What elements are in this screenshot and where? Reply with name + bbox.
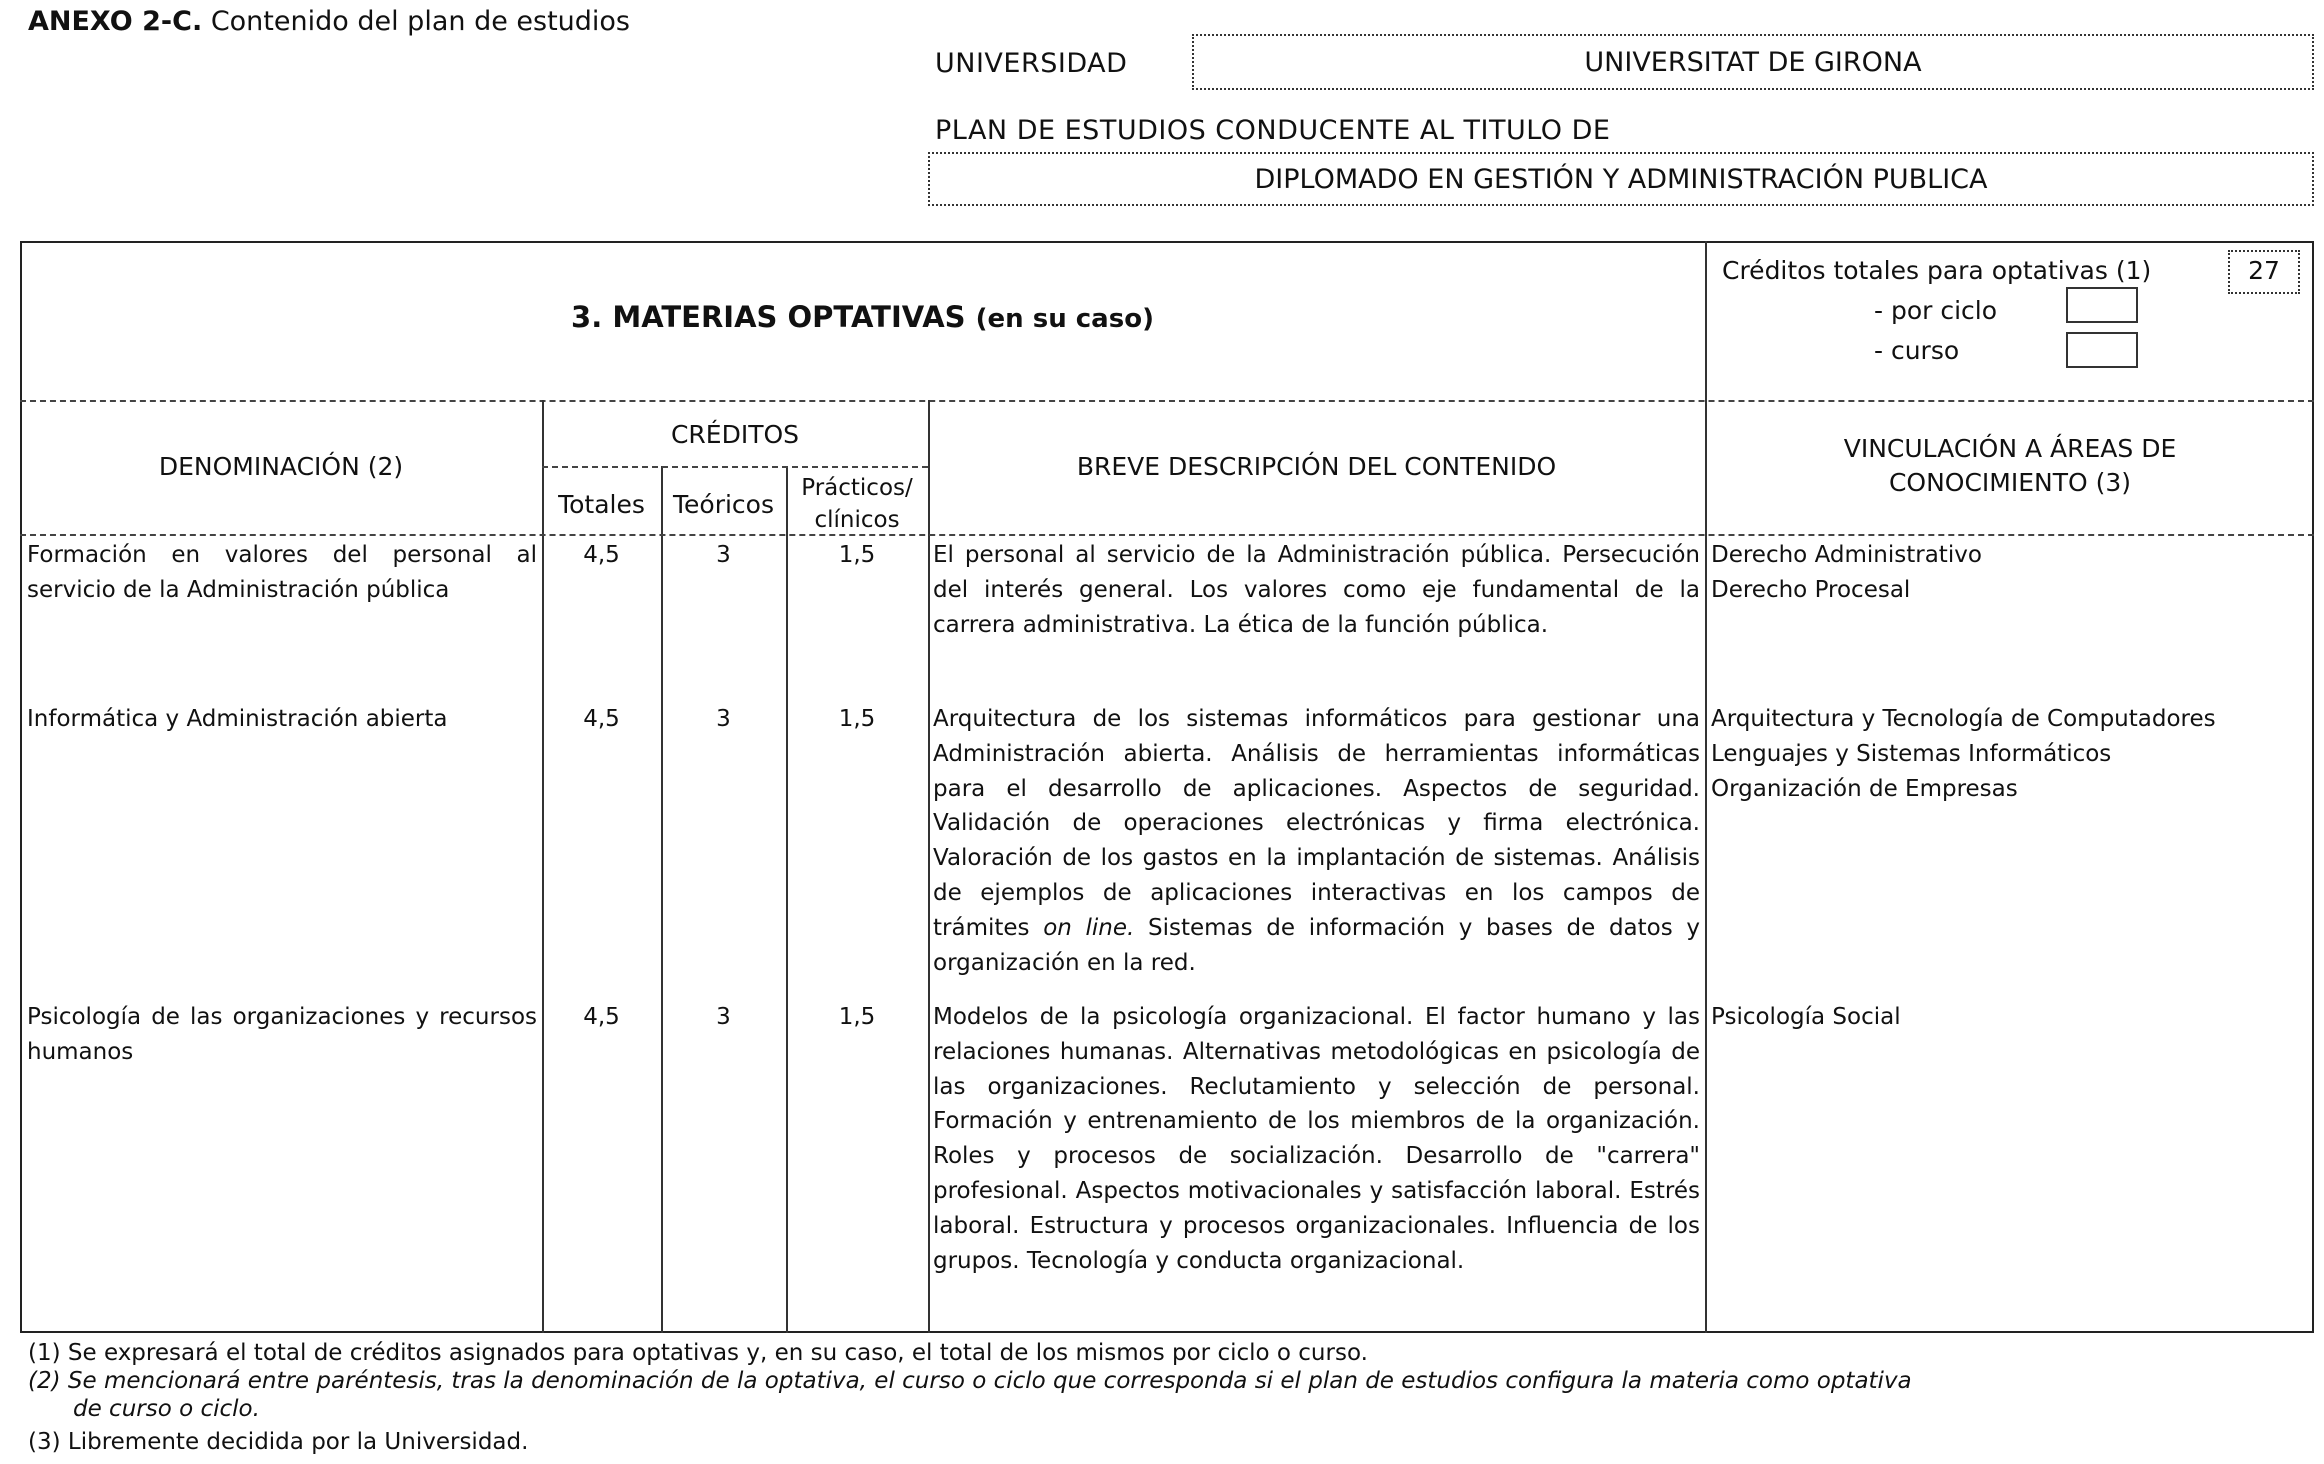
divider-creditos-sub bbox=[542, 466, 928, 468]
footnote-1: (1) Se expresará el total de créditos asignados para optativas y, en su caso, el total de los mismos por ciclo o curso. bbox=[28, 1340, 1368, 1366]
divider-totales bbox=[661, 466, 663, 1333]
header-denominacion: DENOMINACIÓN (2) bbox=[158, 452, 404, 481]
divider-title bbox=[20, 400, 2314, 402]
university-label: UNIVERSIDAD bbox=[935, 48, 1128, 79]
row-2-areas bbox=[1711, 702, 2311, 806]
row-3-name: Psicología de las organizaciones y recursos humanos bbox=[27, 1004, 537, 1065]
row-3-areas bbox=[1711, 1000, 2311, 1035]
total-credits-label: Créditos totales para optativas (1) bbox=[1722, 256, 2152, 285]
row-3-practicos: 1,5 bbox=[838, 1004, 876, 1030]
row-3-description: Modelos de la psicología organizacional. El factor humano y las relaciones humanas. Alternativas metodológicas en psicología de las organizaciones. Reclutamiento y selección de personal. Formación y entrenamiento de los miembros de la organización. Roles y procesos de socialización. Desarrollo de "carrera" profesional. Aspectos motivacionales y satisfacción laboral. Estrés laboral. Estructura y procesos organizacionales. Influencia de los grupos. Tecnología y conducta organizacional. bbox=[933, 1004, 1700, 1274]
divider-header bbox=[20, 534, 2314, 536]
footnote-3: (3) Libremente decidida por la Universidad. bbox=[28, 1429, 529, 1455]
header-vinculacion: VINCULACIÓN A ÁREAS DE CONOCIMIENTO (3) bbox=[1843, 434, 2177, 497]
row-2-description-a: Arquitectura de los sistemas informáticos para gestionar una Administración abierta. Análisis de herramientas informáticas para el desarrollo de aplicaciones. Aspectos de seguridad. Validación de operaciones electrónicas y firma electrónica. Valoración de los gastos en la implantación de sistemas. Análisis de ejemplos de aplicaciones interactivas en los campos de trámites bbox=[933, 706, 1700, 941]
row-3-totales: 4,5 bbox=[583, 1004, 620, 1030]
section-title bbox=[20, 300, 1705, 334]
annex-heading bbox=[28, 6, 630, 37]
row-1-practicos: 1,5 bbox=[838, 542, 876, 568]
row-2-name: Informática y Administración abierta bbox=[27, 706, 448, 732]
divider-creditos-right bbox=[928, 400, 930, 1333]
plan-label: PLAN DE ESTUDIOS CONDUCENTE AL TITULO DE bbox=[935, 115, 1611, 146]
per-course-box bbox=[2066, 332, 2138, 368]
row-1-description: El personal al servicio de la Administración pública. Persecución del interés general. Los valores como eje fundamental de la carrera administrativa. La ética de la función pública. bbox=[933, 542, 1700, 638]
row-2-area: Arquitectura y Tecnología de Computadores bbox=[1711, 706, 2216, 732]
row-2-totales: 4,5 bbox=[583, 706, 620, 732]
university-value: UNIVERSITAT DE GIRONA bbox=[1584, 46, 1922, 78]
row-2-practicos: 1,5 bbox=[838, 706, 876, 732]
divider-teoricos bbox=[786, 466, 788, 1333]
university-field bbox=[1192, 34, 2314, 90]
per-cycle-label: - por ciclo bbox=[1874, 296, 1998, 325]
row-3-area: Psicología Social bbox=[1711, 1004, 1901, 1030]
header-totales: Totales bbox=[558, 490, 645, 519]
footnote-2: (2) Se mencionará entre paréntesis, tras la denominación de la optativa, el curso o ciclo que corresponda si el plan de estudios configura la materia como optativa bbox=[28, 1368, 1912, 1394]
row-1-area: Derecho Procesal bbox=[1711, 576, 1911, 603]
header-teoricos: Teóricos bbox=[673, 490, 774, 519]
header-practicos: Prácticos/ clínicos bbox=[801, 475, 913, 533]
row-1-name: Formación en valores del personal al servicio de la Administración pública bbox=[27, 542, 537, 603]
section-title-suffix: (en su caso) bbox=[975, 304, 1154, 334]
header-creditos: CRÉDITOS bbox=[670, 420, 800, 449]
per-course-label: - curso bbox=[1874, 336, 1960, 365]
row-1-areas bbox=[1711, 538, 2311, 608]
footnote-2-cont: de curso o ciclo. bbox=[73, 1396, 260, 1422]
row-2-teoricos: 3 bbox=[716, 706, 731, 732]
total-credits-value: 27 bbox=[2228, 250, 2300, 294]
annex-title: Contenido del plan de estudios bbox=[210, 6, 630, 37]
row-1-totales: 4,5 bbox=[583, 542, 620, 568]
degree-value: DIPLOMADO EN GESTIÓN Y ADMINISTRACIÓN PUBLICA bbox=[1254, 163, 1988, 195]
degree-field bbox=[928, 152, 2314, 206]
row-2-description bbox=[933, 702, 1700, 980]
annex-label: ANEXO 2-C. bbox=[28, 6, 203, 37]
row-3-teoricos: 3 bbox=[716, 1004, 731, 1030]
row-1-teoricos: 3 bbox=[716, 542, 731, 568]
header-descripcion: BREVE DESCRIPCIÓN DEL CONTENIDO bbox=[1076, 452, 1557, 481]
row-2-area: Organización de Empresas bbox=[1711, 775, 2018, 802]
section-title-text: 3. MATERIAS OPTATIVAS bbox=[571, 300, 966, 334]
divider-vinculacion bbox=[1705, 241, 1707, 1333]
row-2-area: Lenguajes y Sistemas Informáticos bbox=[1711, 740, 2112, 767]
row-2-description-b: Sistemas de información y bases de datos y organización en la red. bbox=[933, 914, 1700, 976]
row-2-description-italic: on line. bbox=[1043, 914, 1135, 941]
per-cycle-box bbox=[2066, 287, 2138, 323]
row-1-area: Derecho Administrativo bbox=[1711, 542, 1982, 568]
